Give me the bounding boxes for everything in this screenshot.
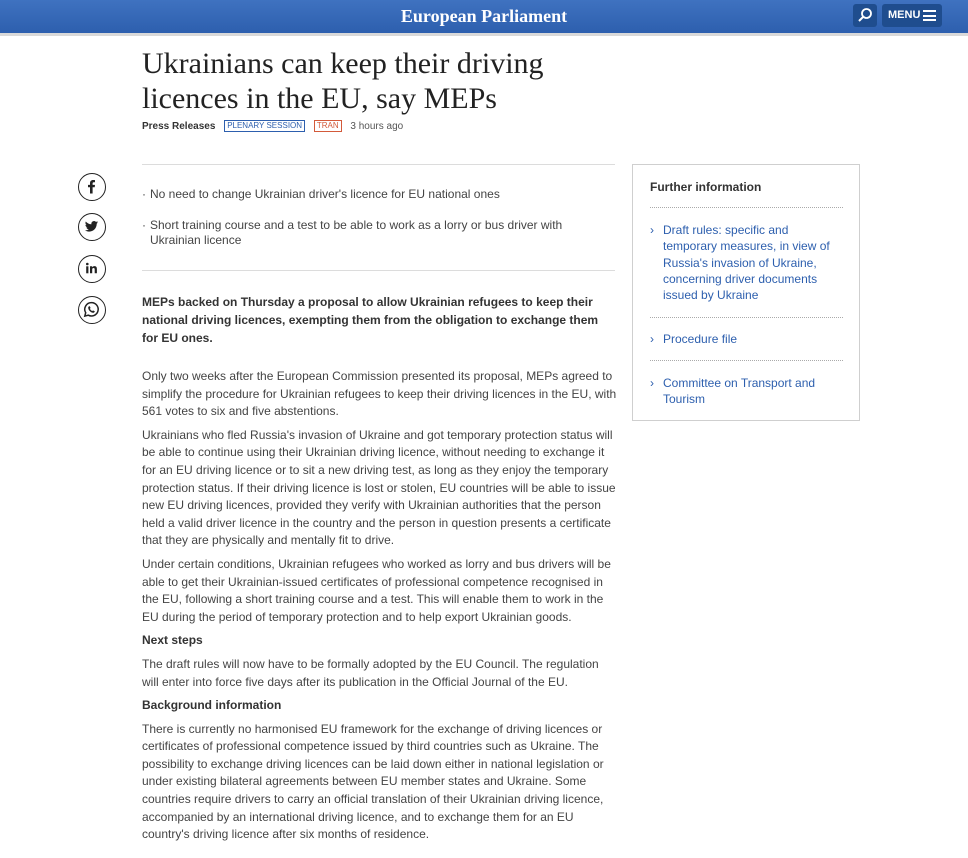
article-paragraph: Ukrainians who fled Russia's invasion of Ukraine and got temporary protection status will be able to continue using their Ukrainian driving licence, without needing to exchange it for an EU driving licence or to sit a new driving test, as long as they enjoy the temporary protection status. If their driving licence is lost or stolen, EU countries will be able to issue new EU driving licences, provided they verify with Ukrainian authorities that the person held a valid driver licence in the country and the person in question presents a certificate that they are physically and mentally fit to drive. bbox=[142, 427, 616, 548]
twitter-icon bbox=[79, 214, 104, 239]
share-linkedin-button[interactable] bbox=[78, 255, 106, 283]
next-steps-heading: Next steps bbox=[142, 633, 203, 648]
further-info-link-label[interactable]: Draft rules: specific and temporary measures, in view of Russia's invasion of Ukraine, concerning driver documents issued by Ukraine bbox=[663, 223, 830, 303]
background-paragraph: There is currently no harmonised EU framework for the exchange of driving licences or certificates of professional competence issued by third countries such as Ukraine. The possibility to exchange driving licences can be laid down either in national legislation or under existing bilateral agreements between EU member states and Ukraine. Some countries require drivers to carry an official translation of their Ukrainian driving licence, accompanied by an international driving licence, and to exchange them for an EU country's driving licence after six months of residence. bbox=[142, 721, 604, 842]
search-button[interactable] bbox=[853, 4, 877, 27]
search-icon bbox=[857, 7, 873, 23]
article-lead: MEPs backed on Thursday a proposal to allow Ukrainian refugees to keep their national driving licences, exempting them from the obligation to exchange them for EU ones. bbox=[142, 295, 599, 345]
highlight-item: · No need to change Ukrainian driver's licence for EU national ones bbox=[142, 187, 612, 202]
further-info-link[interactable] bbox=[650, 375, 845, 408]
background-heading: Background information bbox=[142, 698, 282, 713]
menu-label: MENU bbox=[888, 9, 921, 21]
tag-tran[interactable]: TRAN bbox=[314, 120, 342, 132]
further-info-link-label[interactable]: Committee on Transport and Tourism bbox=[663, 376, 816, 407]
publish-time: 3 hours ago bbox=[350, 121, 404, 132]
hamburger-icon bbox=[923, 10, 936, 21]
divider bbox=[650, 360, 843, 361]
further-info-link[interactable] bbox=[650, 222, 845, 303]
divider bbox=[142, 270, 615, 271]
chevron-right-icon: › bbox=[650, 223, 654, 237]
highlights-list bbox=[142, 187, 612, 248]
linkedin-icon bbox=[79, 256, 104, 281]
menu-button[interactable] bbox=[882, 4, 942, 27]
facebook-icon bbox=[79, 174, 104, 199]
further-info-link[interactable] bbox=[650, 331, 845, 347]
article-body bbox=[142, 368, 617, 850]
article-meta bbox=[142, 120, 403, 132]
whatsapp-icon bbox=[79, 297, 104, 322]
article-paragraph: Under certain conditions, Ukrainian refugees who worked as lorry and bus drivers will be able to get their Ukrainian-issued certificates of professional competence recognised in the EU, following a short training course and a test. This will enable them to work in the EU during the period of temporary protection and to help export Ukrainian goods. bbox=[142, 556, 611, 624]
share-twitter-button[interactable] bbox=[78, 213, 106, 241]
category-link[interactable]: Press Releases bbox=[142, 121, 216, 132]
article-title: Ukrainians can keep their driving licences in the EU, say MEPs bbox=[142, 47, 544, 115]
further-information-box bbox=[632, 164, 860, 421]
tag-plenary-session[interactable]: PLENARY SESSION bbox=[224, 120, 305, 132]
divider bbox=[650, 207, 843, 208]
site-brand[interactable]: European Parliament bbox=[400, 6, 568, 26]
share-facebook-button[interactable] bbox=[78, 173, 106, 201]
chevron-right-icon: › bbox=[650, 376, 654, 390]
highlight-item: · Short training course and a test to be able to work as a lorry or bus driver with Ukrainian licence bbox=[142, 218, 612, 248]
article-paragraph: Only two weeks after the European Commission presented its proposal, MEPs agreed to simplify the procedure for Ukrainian refugees to keep their driving licences in the EU, with 561 votes to six and five abstentions. bbox=[142, 369, 617, 419]
divider bbox=[142, 164, 615, 165]
top-navigation-bar bbox=[0, 0, 968, 36]
next-steps-paragraph: The draft rules will now have to be formally adopted by the EU Council. The regulation will enter into force five days after its publication in the Official Journal of the EU. bbox=[142, 656, 599, 689]
further-info-link-label[interactable]: Procedure file bbox=[663, 332, 738, 346]
divider bbox=[650, 317, 843, 318]
chevron-right-icon: › bbox=[650, 332, 654, 346]
further-information-title: Further information bbox=[650, 180, 762, 194]
share-whatsapp-button[interactable] bbox=[78, 296, 106, 324]
